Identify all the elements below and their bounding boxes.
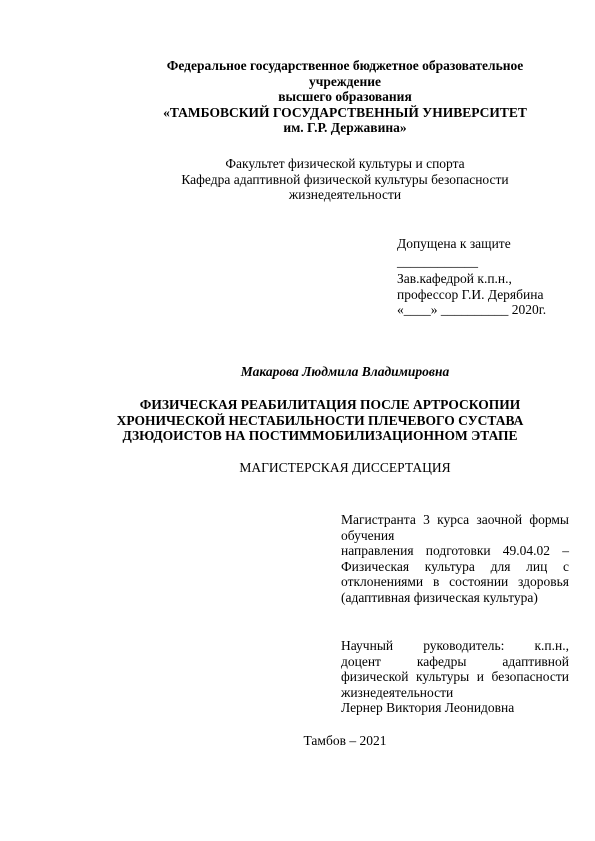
thesis-title-line: ФИЗИЧЕСКАЯ РЕАБИЛИТАЦИЯ ПОСЛЕ АРТРОСКОПИИ [139,397,521,412]
header-line: высшего образования [278,89,412,104]
supervisor-line: доцент кафедры адаптивной [341,653,569,669]
approval-title: Допущена к защите [397,236,511,251]
supervisor-line: Научный руководитель: к.п.н., [341,638,569,653]
supervisor-line: жизнедеятельности [341,684,454,700]
student-block [341,512,569,605]
university-name: им. Г.Р. Державина» [283,120,407,135]
department-line: жизнедеятельности [288,187,402,202]
work-type: МАГИСТЕРСКАЯ ДИССЕРТАЦИЯ [239,460,451,475]
approval-name: профессор Г.И. Дерябина [397,286,544,302]
signature-line: ____________ [397,253,478,269]
city-year: Тамбов – 2021 [303,733,387,748]
thesis-title-line: ХРОНИЧЕСКОЙ НЕСТАБИЛЬНОСТИ ПЛЕЧЕВОГО СУСТАВА [116,412,524,428]
university-header [120,58,570,136]
approval-date: «____» __________ 2020г. [397,302,547,317]
thesis-title-line: ДЗЮДОИСТОВ НА ПОСТИММОБИЛИЗАЦИОННОМ ЭТАПЕ [122,428,518,443]
student-line: обучения [341,527,395,543]
faculty-block [120,156,570,203]
student-line: (адаптивная физическая культура) [341,589,538,605]
supervisor-name: Лернер Виктория Леонидовна [341,700,515,715]
university-name: «ТАМБОВСКИЙ ГОСУДАРСТВЕННЫЙ УНИВЕРСИТЕТ [163,104,527,120]
student-line: отклонениями в состоянии здоровья [341,574,569,589]
department-line: Кафедра адаптивной физической культуры безопасности [181,171,509,187]
author-name: Макарова Людмила Владимировна [240,364,450,379]
student-line: Физическая культура для лиц с [341,558,569,574]
student-line: направления подготовки 49.04.02 – [341,543,569,558]
thesis-title [80,397,560,444]
student-line: Магистранта 3 курса заочной формы [341,512,569,527]
approval-position: Зав.кафедрой к.п.н., [397,271,512,286]
approval-block [397,236,587,318]
supervisor-line: физической культуры и безопасности [341,669,569,684]
supervisor-block [341,638,569,716]
faculty-line: Факультет физической культуры и спорта [225,156,465,171]
header-line: Федеральное государственное бюджетное образовательное [166,58,524,73]
header-line: учреждение [308,73,382,89]
